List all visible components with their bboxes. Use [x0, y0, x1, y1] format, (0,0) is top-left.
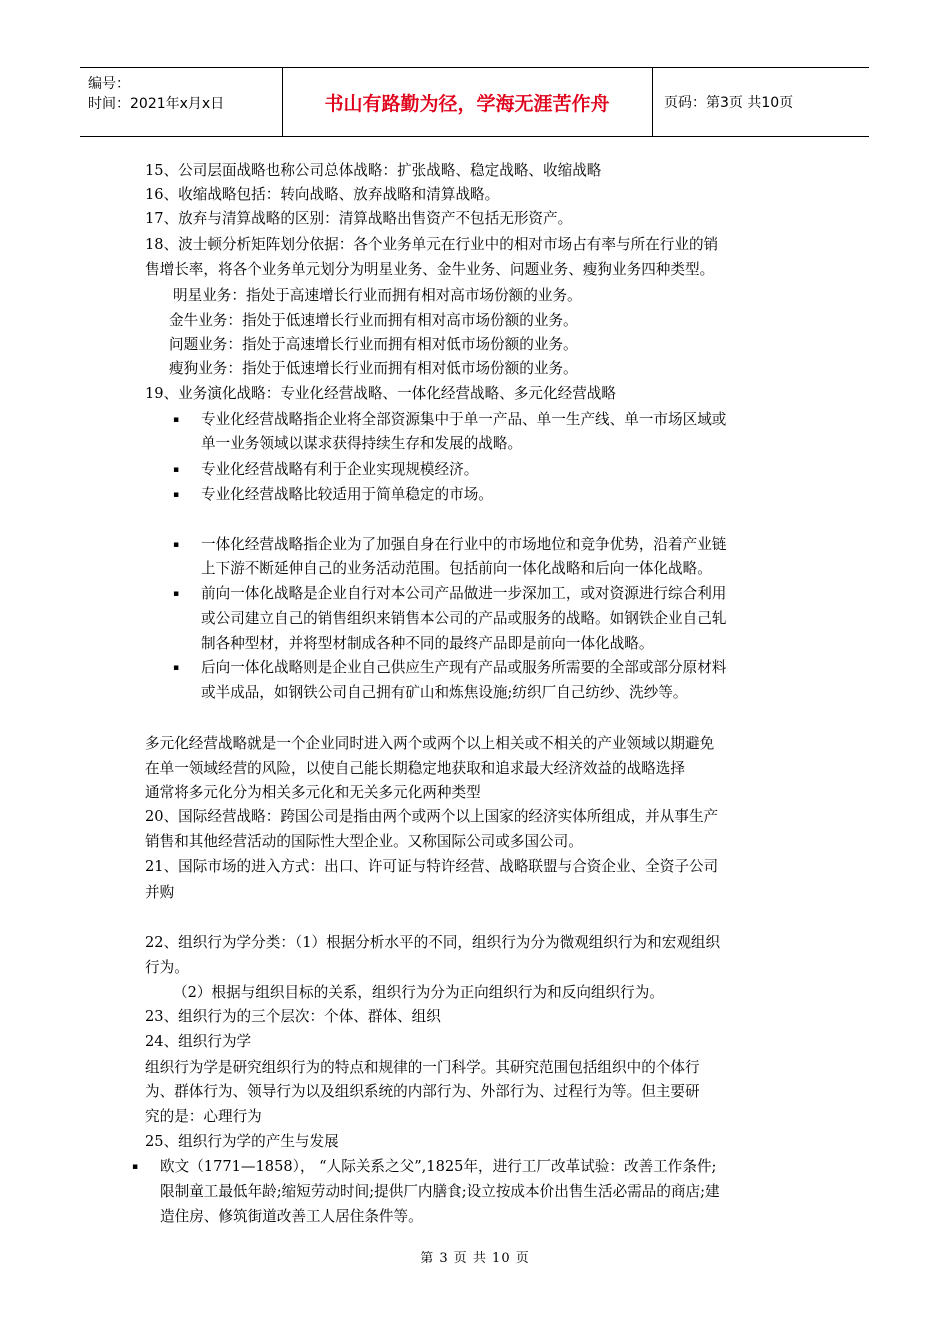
bullet-5-line2: 或公司建立自己的销售组织来销售本公司的产品或服务的战略。如钢铁企业自己轧 [201, 610, 727, 627]
header-meta [88, 74, 224, 114]
owen-line3: 造住房、修筑街道改善工人居住条件等。 [160, 1208, 423, 1225]
item-19: 19、业务演化战略：专业化经营战略、一体化经营战略、多元化经营战略 [145, 385, 616, 402]
item-24: 24、组织行为学 [145, 1033, 252, 1050]
dog-business: 瘦狗业务：指处于低速增长行业而拥有相对低市场份额的业务。 [169, 360, 578, 377]
item-20-line2: 销售和其他经营活动的国际性大型企业。又称国际公司或多国公司。 [145, 833, 583, 850]
item-25: 25、组织行为学的产生与发展 [145, 1133, 339, 1150]
question-business: 问题业务：指处于高速增长行业而拥有相对低市场份额的业务。 [169, 336, 578, 353]
document-date: 时间：2021年x月x日 [88, 96, 225, 112]
bullet-1-line1: 专业化经营战略指企业将全部资源集中于单一产品、单一生产线、单一市场区域或 [201, 411, 727, 428]
header-divider [652, 68, 653, 136]
item-18-line2: 售增长率，将各个业务单元划分为明星业务、金牛业务、问题业务、瘦狗业务四种类型。 [145, 261, 715, 278]
square-bullet-icon: ▪ [132, 1162, 139, 1172]
page-footer: 第 3 页 共 10 页 [420, 1251, 530, 1266]
header-motto: 书山有路勤为径，学海无涯苦作舟 [324, 92, 610, 115]
owen-line1: 欧文（1771—1858）， “人际关系之父”,1825年，进行工厂改革试验：改善工作条件; [160, 1158, 717, 1175]
diversification-line3: 通常将多元化分为相关多元化和无关多元化两种类型 [145, 784, 481, 801]
bullet-4-line1: 一体化经营战略指企业为了加强自身在行业中的市场地位和竞争优势，沿着产业链 [201, 536, 727, 553]
item-21-line2: 并购 [145, 884, 175, 901]
item-23: 23、组织行为的三个层次：个体、群体、组织 [145, 1008, 441, 1025]
square-bullet-icon: ▪ [173, 415, 180, 425]
bullet-5-line1: 前向一体化战略是企业自行对本公司产品做进一步深加工，或对资源进行综合利用 [201, 585, 727, 602]
item-20-line1: 20、国际经营战略：跨国公司是指由两个或两个以上国家的经济实体所组成，并从事生产 [145, 808, 719, 825]
bullet-1-line2: 单一业务领域以谋求获得持续生存和发展的战略。 [201, 435, 523, 452]
bullet-2: 专业化经营战略有利于企业实现规模经济。 [201, 461, 479, 478]
item-24-para-line2: 为、群体行为、领导行为以及组织系统的内部行为、外部行为、过程行为等。但主要研 [145, 1083, 700, 1100]
item-17: 17、放弃与清算战略的区别：清算战略出售资产不包括无形资产。 [145, 210, 573, 227]
item-21-line1: 21、国际市场的进入方式：出口、许可证与特许经营、战略联盟与合资企业、全资子公司 [145, 858, 719, 875]
page-header [80, 67, 869, 137]
bullet-6-line2: 或半成品，如钢铁公司自己拥有矿山和炼焦设施;纺织厂自己纺纱、洗纱等。 [201, 684, 688, 701]
square-bullet-icon: ▪ [173, 589, 180, 599]
owen-line2: 限制童工最低年龄;缩短劳动时间;提供厂内膳食;设立按成本价出售生活必需品的商店;建 [160, 1183, 720, 1200]
bullet-6-line1: 后向一体化战略则是企业自己供应生产现有产品或服务所需要的全部或部分原材料 [201, 659, 727, 676]
item-24-para-line1: 组织行为学是研究组织行为的特点和规律的一门科学。其研究范围包括组织中的个体行 [145, 1059, 700, 1076]
item-22-line2: 行为。 [145, 959, 189, 976]
document-number: 编号： [88, 76, 130, 92]
header-page-info: 页码：第3页 共10页 [664, 95, 794, 111]
item-24-para-line3: 究的是：心理行为 [145, 1108, 262, 1125]
star-business: 明星业务：指处于高速增长行业而拥有相对高市场份额的业务。 [173, 287, 582, 304]
bullet-4-line2: 上下游不断延伸自己的业务活动范围。包括前向一体化战略和后向一体化战略。 [201, 560, 712, 577]
item-18-line1: 18、波士顿分析矩阵划分依据：各个业务单元在行业中的相对市场占有率与所在行业的销 [145, 236, 719, 253]
item-22-line3: （2）根据与组织目标的关系，组织行为分为正向组织行为和反向组织行为。 [173, 984, 664, 1001]
square-bullet-icon: ▪ [173, 663, 180, 673]
square-bullet-icon: ▪ [173, 490, 180, 500]
bullet-5-line3: 制各种型材，并将型材制成各种不同的最终产品即是前向一体化战略。 [201, 635, 654, 652]
item-16: 16、收缩战略包括：转向战略、放弃战略和清算战略。 [145, 186, 500, 203]
square-bullet-icon: ▪ [173, 465, 180, 475]
item-22-line1: 22、组织行为学分类：（1）根据分析水平的不同，组织行为分为微观组织行为和宏观组织 [145, 934, 721, 951]
diversification-line2: 在单一领域经营的风险，以使自己能长期稳定地获取和追求最大经济效益的战略选择 [145, 760, 685, 777]
square-bullet-icon: ▪ [173, 540, 180, 550]
diversification-line1: 多元化经营战略就是一个企业同时进入两个或两个以上相关或不相关的产业领域以期避免 [145, 735, 715, 752]
item-15: 15、公司层面战略也称公司总体战略：扩张战略、稳定战略、收缩战略 [145, 162, 602, 179]
bullet-3: 专业化经营战略比较适用于简单稳定的市场。 [201, 486, 493, 503]
cow-business: 金牛业务：指处于低速增长行业而拥有相对高市场份额的业务。 [169, 312, 578, 329]
